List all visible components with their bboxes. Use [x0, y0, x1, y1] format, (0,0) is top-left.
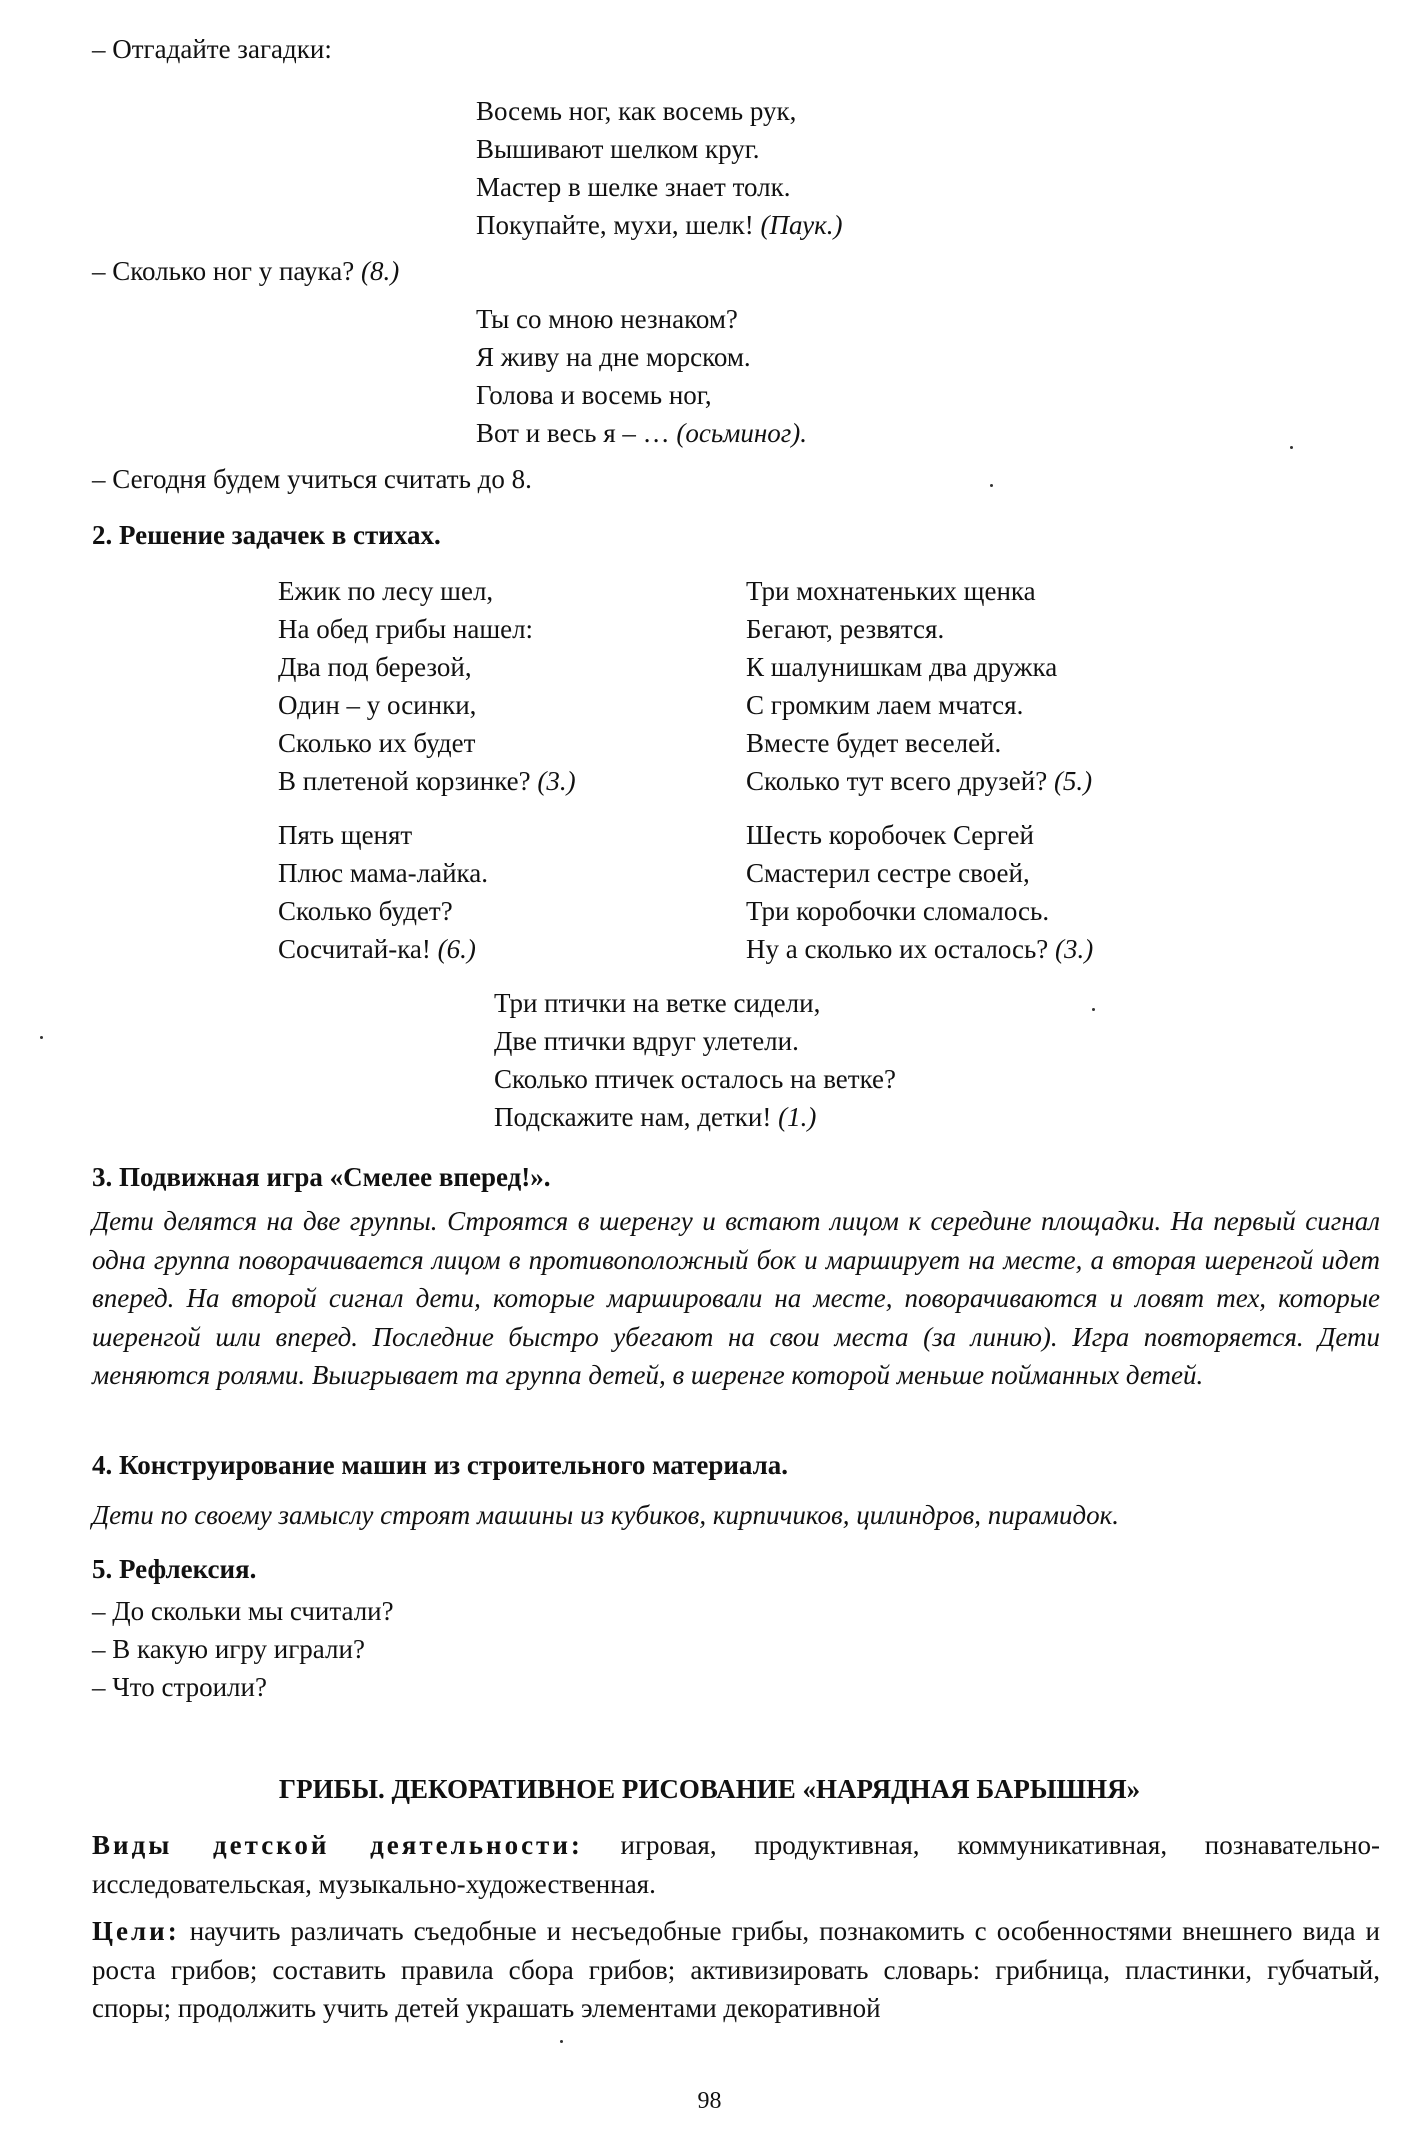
section-2-heading: 2. Решение задачек в стихах.: [92, 520, 441, 550]
poem-line: [746, 762, 1092, 800]
poem-text: Ну а сколько их осталось?: [746, 934, 1056, 964]
section-3-heading: 3. Подвижная игра «Смелее вперед!».: [92, 1162, 551, 1192]
section-5-heading: 5. Рефлексия.: [92, 1554, 257, 1584]
riddle-line: Вышивают шелком круг.: [476, 134, 760, 164]
poem-text: Сколько тут всего друзей?: [746, 766, 1054, 796]
riddle-spider: [476, 92, 843, 244]
poem-line: Ежик по лесу шел,: [278, 576, 494, 606]
reflection-questions: [92, 1592, 394, 1706]
poem-line: С громким лаем мчатся.: [746, 690, 1024, 720]
riddle-line: [476, 206, 843, 244]
poem-text: В плетеной корзинке?: [278, 766, 538, 796]
goals-label: Цели:: [92, 1916, 180, 1946]
section-4-heading: 4. Конструирование машин из строительного материала.: [92, 1450, 789, 1480]
scan-speck: [40, 1036, 43, 1039]
reflection-question: – До скольки мы считали?: [92, 1596, 394, 1626]
riddles-prompt: – Отгадайте загадки:: [92, 34, 332, 64]
poem-boxes: [746, 816, 1093, 968]
poem-line: На обед грибы нашел:: [278, 614, 534, 644]
poem-answer: (3.): [537, 766, 576, 796]
lesson-title: ГРИБЫ. ДЕКОРАТИВНОЕ РИСОВАНИЕ «НАРЯДНАЯ БАРЫШНЯ»: [278, 1774, 1141, 1804]
reflection-question: – В какую игру играли?: [92, 1634, 365, 1664]
riddle-line: Мастер в шелке знает толк.: [476, 172, 791, 202]
poem-line: [278, 930, 488, 968]
poem-answer: (5.): [1053, 766, 1093, 796]
poem-line: Две птички вдруг улетели.: [494, 1026, 799, 1056]
riddle-octopus: [476, 300, 807, 452]
poem-line: Вместе будет веселей.: [746, 728, 1002, 758]
scan-speck: [1290, 446, 1293, 449]
poem-mushrooms: [278, 572, 576, 800]
poem-line: Три коробочки сломалось.: [746, 896, 1050, 926]
poem-answer: (6.): [437, 934, 476, 964]
question-text: – Сколько ног у паука?: [92, 256, 361, 286]
poem-text: Подскажите нам, детки!: [494, 1102, 779, 1132]
riddle-answer: (осьминог).: [676, 418, 808, 448]
poem-line: [494, 1098, 896, 1136]
reflection-question: – Что строили?: [92, 1672, 267, 1702]
poem-line: Сколько птичек осталось на ветке?: [494, 1064, 896, 1094]
poem-text: Сосчитай-ка!: [278, 934, 438, 964]
poem-birds: [494, 984, 896, 1136]
riddle-line: Я живу на дне морском.: [476, 342, 751, 372]
poem-line: Сколько будет?: [278, 896, 453, 926]
poem-line: Шесть коробочек Сергей: [746, 820, 1034, 850]
lesson-goals: [92, 1912, 1380, 2028]
scan-speck: [1092, 1008, 1095, 1011]
poem-five-puppies: [278, 816, 488, 968]
riddle-answer: (Паук.): [760, 210, 843, 240]
poem-line: Три мохнатеньких щенка: [746, 576, 1036, 606]
poem-line: Бегают, резвятся.: [746, 614, 945, 644]
poem-line: [278, 762, 576, 800]
poem-line: Три птички на ветке сидели,: [494, 988, 821, 1018]
poem-answer: (3.): [1055, 934, 1094, 964]
poem-line: Смастерил сестре своей,: [746, 858, 1030, 888]
scan-speck: [990, 484, 993, 487]
question-answer: (8.): [360, 256, 400, 286]
riddle-text: Покупайте, мухи, шелк!: [476, 210, 761, 240]
riddle-line: Восемь ног, как восемь рук,: [476, 96, 797, 126]
poem-line: Плюс мама-лайка.: [278, 858, 488, 888]
goals-text: научить различать съедобные и несъедобные грибы, познакомить с особенностями внешнего вида и роста грибов; составить правила сбора грибов; активизировать словарь: грибница, пластинки, губчатый, споры; продолжить учить детей украшать элементами декоративной: [92, 1916, 1380, 2023]
poem-line: К шалунишкам два дружка: [746, 652, 1058, 682]
section-4-body: Дети по своему замыслу строят машины из кубиков, кирпичиков, цилиндров, пирамидок.: [92, 1500, 1120, 1530]
riddle-text: Вот и весь я – …: [476, 418, 677, 448]
riddle-line: [476, 414, 807, 452]
riddle-line: Голова и восемь ног,: [476, 380, 712, 410]
activities-label: Виды детской деятельности:: [92, 1830, 583, 1860]
section-3-body: Дети делятся на две группы. Строятся в шеренгу и встают лицом к середине площадки. На первый сигнал одна группа поворачивается лицом в противоположный бок и марширует на месте, а вторая шеренгой идет вперед. На второй сигнал дети, которые маршировали на месте, поворачиваются и ловят тех, которые шеренгой шли вперед. Последние быстро убегают на свои места (за линию). Игра повторяется. Дети меняются ролями. Выигрывает та группа детей, в шеренге которой меньше пойманных детей.: [92, 1206, 1380, 1390]
riddle-line: Ты со мною незнаком?: [476, 304, 738, 334]
page-number: 98: [697, 2088, 722, 2114]
scan-speck: [560, 2040, 563, 2043]
poem-line: Пять щенят: [278, 820, 413, 850]
poem-line: [746, 930, 1093, 968]
poem-answer: (1.): [778, 1102, 817, 1132]
poem-line: Два под березой,: [278, 652, 472, 682]
poem-line: Один – у осинки,: [278, 690, 477, 720]
activities-text: игровая, продуктивная, коммуникативная, познавательно-исследовательская, музыкально-художественная.: [92, 1830, 1380, 1899]
today-goal: – Сегодня будем учиться считать до 8.: [92, 464, 532, 494]
lesson-activities: [92, 1826, 1380, 1903]
spider-question: [92, 252, 399, 290]
poem-line: Сколько их будет: [278, 728, 476, 758]
poem-puppies: [746, 572, 1092, 800]
